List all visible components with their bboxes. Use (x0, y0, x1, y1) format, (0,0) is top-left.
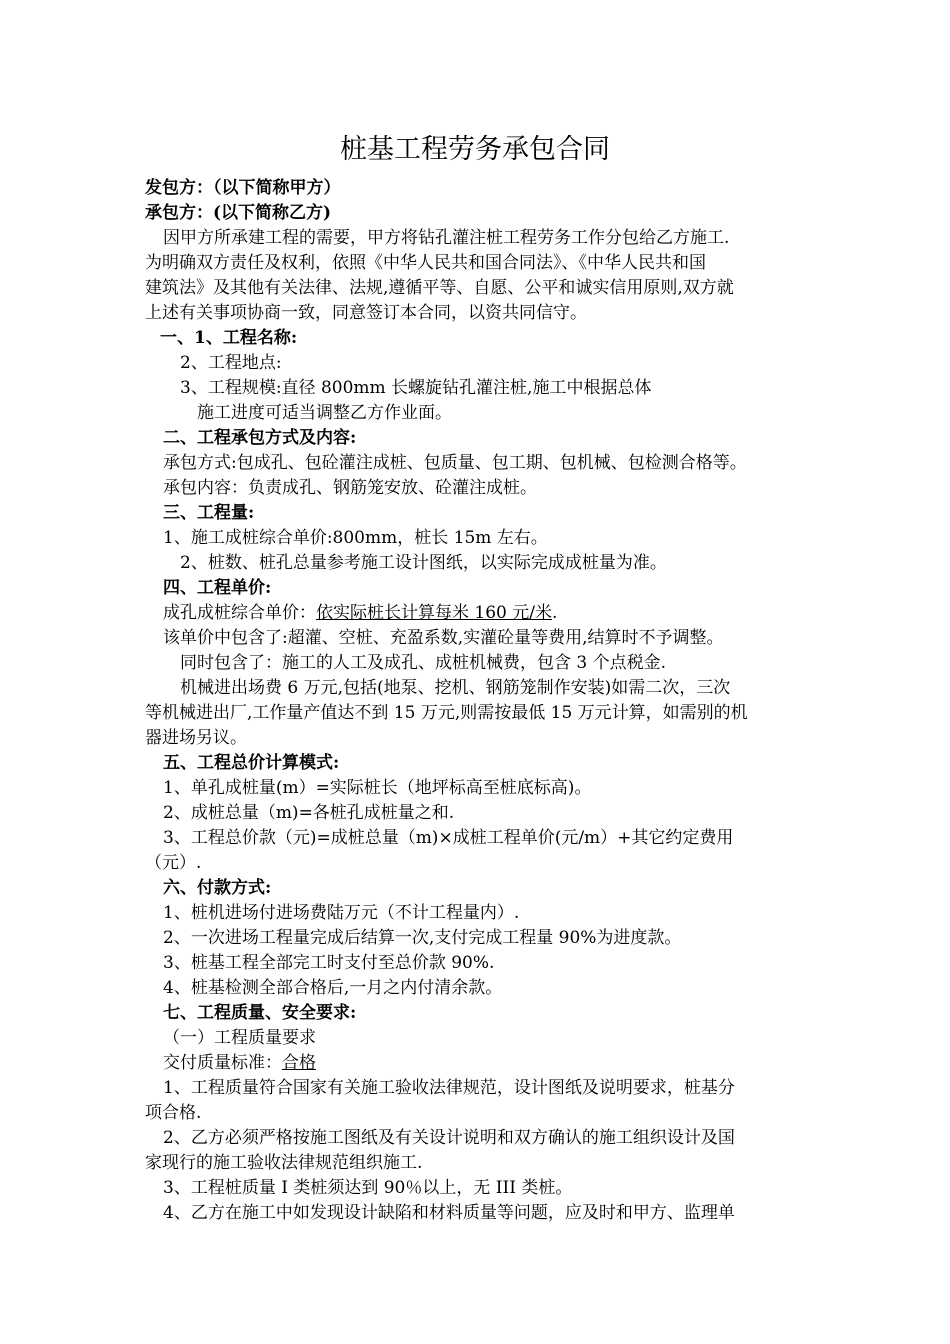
project-scale-line: 3、工程规模:直径 800mm 长螺旋钻孔灌注桩,施工中根据总体 (180, 378, 652, 398)
contract-method-line: 承包方式:包成孔、包砼灌注成桩、包质量、包工期、包机械、包检测合格等。 (163, 453, 747, 473)
preamble-line-3: 建筑法》及其他有关法律、法规,遵循平等、自愿、公平和诚实信用原则,双方就 (145, 278, 734, 298)
project-location-line: 2、工程地点: (180, 353, 282, 373)
section-7-heading: 七、工程质量、安全要求: (163, 1003, 357, 1023)
total-calc-line-3: 3、工程总价款（元)=成桩总量（m)×成桩工程单价(元/m）+其它约定费用 (163, 828, 734, 848)
payment-line-4: 4、桩基检测全部合格后,一月之内付清余款。 (163, 978, 503, 998)
payment-line-2: 2、一次进场工程量完成后结算一次,支付完成工程量 90%为进度款。 (163, 928, 682, 948)
total-calc-line-1: 1、单孔成桩量(m）=实际桩长（地坪标高至桩底标高)。 (163, 778, 592, 798)
quantity-line-2: 2、桩数、桩孔总量参考施工设计图纸，以实际完成成桩量为准。 (180, 553, 667, 573)
total-calc-line-2: 2、成桩总量（m)=各桩孔成桩量之和. (163, 803, 455, 823)
quality-line-4: 4、乙方在施工中如发现设计缺陷和材料质量等问题，应及时和甲方、监理单 (163, 1203, 735, 1223)
preamble-line-4: 上述有关事项协商一致，同意签订本合同，以资共同信守。 (145, 303, 587, 323)
payment-line-3: 3、桩基工程全部完工时支付至总价款 90%. (163, 953, 495, 973)
quality-standard-label: 交付质量标准： (163, 1053, 282, 1073)
quality-standard-line (0, 1051, 950, 1076)
section-1-heading: 一、1、工程名称: (160, 328, 298, 348)
quality-line-1: 1、工程质量符合国家有关施工验收法律规范，设计图纸及说明要求，桩基分 (163, 1078, 735, 1098)
section-2-heading: 二、工程承包方式及内容: (163, 428, 357, 448)
unit-price-line (0, 601, 950, 626)
unit-price-includes-line: 该单价中包含了:超灌、空桩、充盈系数,实灌砼量等费用,结算时不予调整。 (163, 628, 724, 648)
total-calc-line-3b: （元）. (145, 853, 202, 873)
section-5-heading: 五、工程总价计算模式: (163, 753, 340, 773)
project-scale-line-2: 施工进度可适当调整乙方作业面。 (197, 403, 452, 423)
unit-price-period: . (551, 603, 558, 623)
quality-line-1b: 项合格. (145, 1103, 202, 1123)
payment-line-1: 1、桩机进场付进场费陆万元（不计工程量内）. (163, 903, 520, 923)
party-b-line: 承包方：(以下简称乙方) (145, 203, 332, 223)
quantity-line-1: 1、施工成桩综合单价:800mm，桩长 15m 左右。 (163, 528, 548, 548)
quality-line-2: 2、乙方必须严格按施工图纸及有关设计说明和双方确认的施工组织设计及国 (163, 1128, 735, 1148)
quality-subheading: （一）工程质量要求 (163, 1028, 316, 1048)
section-6-heading: 六、付款方式: (163, 878, 272, 898)
machine-fee-line-3: 器进场另议。 (145, 728, 247, 748)
machine-fee-line-2: 等机械进出厂,工作量产值达不到 15 万元,则需按最低 15 万元计算，如需别的机 (145, 703, 748, 723)
preamble-line-2: 为明确双方责任及权利，依照《中华人民共和国合同法》、《中华人民共和国 (145, 253, 706, 273)
document-title: 桩基工程劳务承包合同 (340, 134, 610, 165)
quality-standard-value: 合格 (282, 1053, 316, 1073)
unit-price-value: 依实际桩长计算每米 160 元/米 (316, 603, 552, 623)
preamble-line-1: 因甲方所承建工程的需要，甲方将钻孔灌注桩工程劳务工作分包给乙方施工. (163, 228, 730, 248)
unit-price-tax-line: 同时包含了：施工的人工及成孔、成桩机械费，包含 3 个点税金. (180, 653, 667, 673)
contract-content-line: 承包内容：负责成孔、钢筋笼安放、砼灌注成桩。 (163, 478, 537, 498)
section-4-heading: 四、工程单价: (163, 578, 272, 598)
quality-line-3: 3、工程桩质量 I 类桩须达到 90％以上，无 III 类桩。 (163, 1178, 573, 1198)
section-3-heading: 三、工程量: (163, 503, 255, 523)
unit-price-label: 成孔成桩综合单价： (163, 603, 316, 623)
machine-fee-line-1: 机械进出场费 6 万元,包括(地泵、挖机、钢筋笼制作安装)如需二次，三次 (180, 678, 731, 698)
party-a-line: 发包方：（以下简称甲方） (145, 178, 341, 198)
quality-line-2b: 家现行的施工验收法律规范组织施工. (145, 1153, 423, 1173)
